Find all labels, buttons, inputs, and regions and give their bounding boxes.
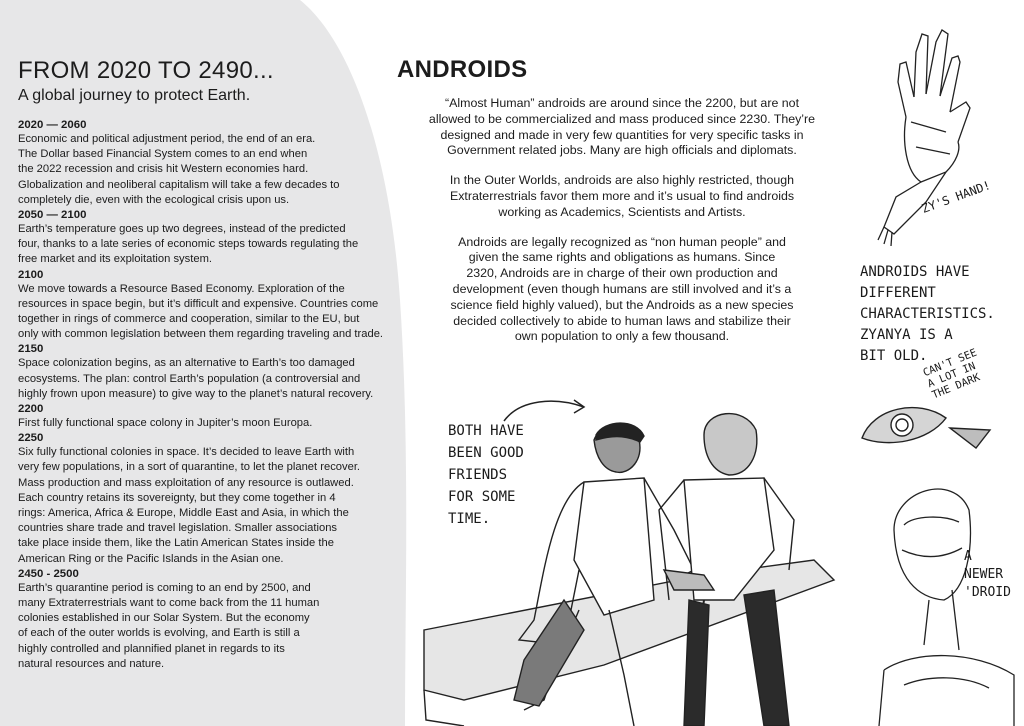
timeline-year: 2020 — 2060: [18, 119, 87, 131]
friends-note: BOTH HAVE BEEN GOOD FRIENDS FOR SOME TIME.: [448, 423, 524, 527]
characteristics-note: ANDROIDS HAVE DIFFERENT CHARACTERISTICS. ZYANYA IS A BIT OLD.: [860, 264, 995, 364]
timeline-year: 2200: [18, 403, 44, 416]
androids-paragraph: In the Outer Worlds, androids are also highly restricted, though Extraterrestrials favor them more and it’s usual to find androids working as Academics, Scientists and Artists.: [449, 173, 795, 219]
timeline-text: Earth’s quarantine period is coming to an end by 2500, and many Extraterrestrials want to come back from the 11 human colonies established in our Solar System. But the economy of each of the outer worlds is evolving, and Earth is still a highly controlled and plannified planet in regards to its natural resources and nature.: [18, 581, 320, 670]
timeline-entry: [18, 208, 413, 268]
timeline-text: We move towards a Resource Based Economy. Exploration of the resources in space begin, but it’s difficult and expensive. Countries come together in rings of commerce and cooperation, similar to the EU, but only with common legislation between them regarding traveling and trade.: [18, 282, 384, 341]
timeline-text: Six fully functional colonies in space. It’s decided to leave Earth with very few populations, in a sort of quarantine, to let the planet recover. Mass production and mass exploitation of any resource is outlawed. Each country retains its sovereignty, but they come together in 4 rings: America, Africa & Europe, Middle East and Asia, in which the countries share trade and travel legislation. Smaller associations take place inside them, like the Latin American States inside the American Ring or the Pacific Islands in the Asian one.: [18, 446, 361, 565]
timeline-entry: [18, 268, 413, 343]
android-eye-sketch: [858, 398, 998, 454]
timeline-section: [18, 58, 413, 672]
timeline-title: FROM 2020 TO 2490...: [18, 57, 274, 84]
timeline-text: Economic and political adjustment period, the end of an era. The Dollar based Financial System comes to an end when the 2022 recession and crisis hit Western economies hard. Globalization and neoliberal capitalism will take a few decades to completely die, even with the ecological crisis upon us.: [18, 133, 340, 206]
timeline-year: 2150: [18, 343, 44, 356]
timeline-text: Space colonization begins, as an alternative to Earth’s too damaged ecosystems. The plan: control Earth’s population (a controversial and highly frown upon measure) to give way to the planet’s natural recovery.: [18, 357, 374, 400]
timeline-year: 2250: [18, 432, 44, 445]
android-hand-sketch: [866, 22, 976, 252]
timeline-subtitle: A global journey to protect Earth.: [18, 87, 251, 104]
timeline-text: First fully functional space colony in Jupiter’s moon Europa.: [18, 417, 313, 430]
timeline-year: 2100: [18, 268, 44, 281]
timeline-entry: [18, 567, 413, 672]
timeline-year: 2450 - 2500: [18, 567, 79, 580]
androids-title: ANDROIDS: [397, 56, 528, 83]
androids-section: [397, 56, 847, 359]
timeline-entry: [18, 342, 413, 402]
dark-note: CAN'T SEE A LOT IN THE DARK: [921, 346, 982, 402]
timeline-entry: [18, 402, 413, 431]
timeline-year: 2050 — 2100: [18, 209, 87, 222]
timeline-entry: [18, 118, 413, 208]
hand-note: ZY'S HAND!: [919, 178, 993, 216]
characters-illustration: [404, 400, 864, 726]
newer-droid-note: A NEWER 'DROID: [964, 549, 1011, 600]
timeline-entry: [18, 431, 413, 567]
androids-paragraph: “Almost Human” androids are around since the 2200, but are not allowed to be commercialized and mass produced since 2230. They’re designed and made in very few quantities for very specific tasks in Government related jobs. Many are high officials and diplomats.: [428, 96, 816, 158]
androids-paragraph: Androids are legally recognized as “non human people” and given the same rights and obligations as humans. Since 2320, Androids are in charge of their own production and development (even though humans are still involved and it’s a science field highly valued), but the Androids as a new species decided collectively to abide to human laws and stabilize their own population to only a few thousand.: [450, 234, 794, 344]
timeline-text: Earth’s temperature goes up two degrees, instead of the predicted four, thanks to a late series of economic steps towards regulating the free market and its exploitation system.: [18, 223, 359, 266]
